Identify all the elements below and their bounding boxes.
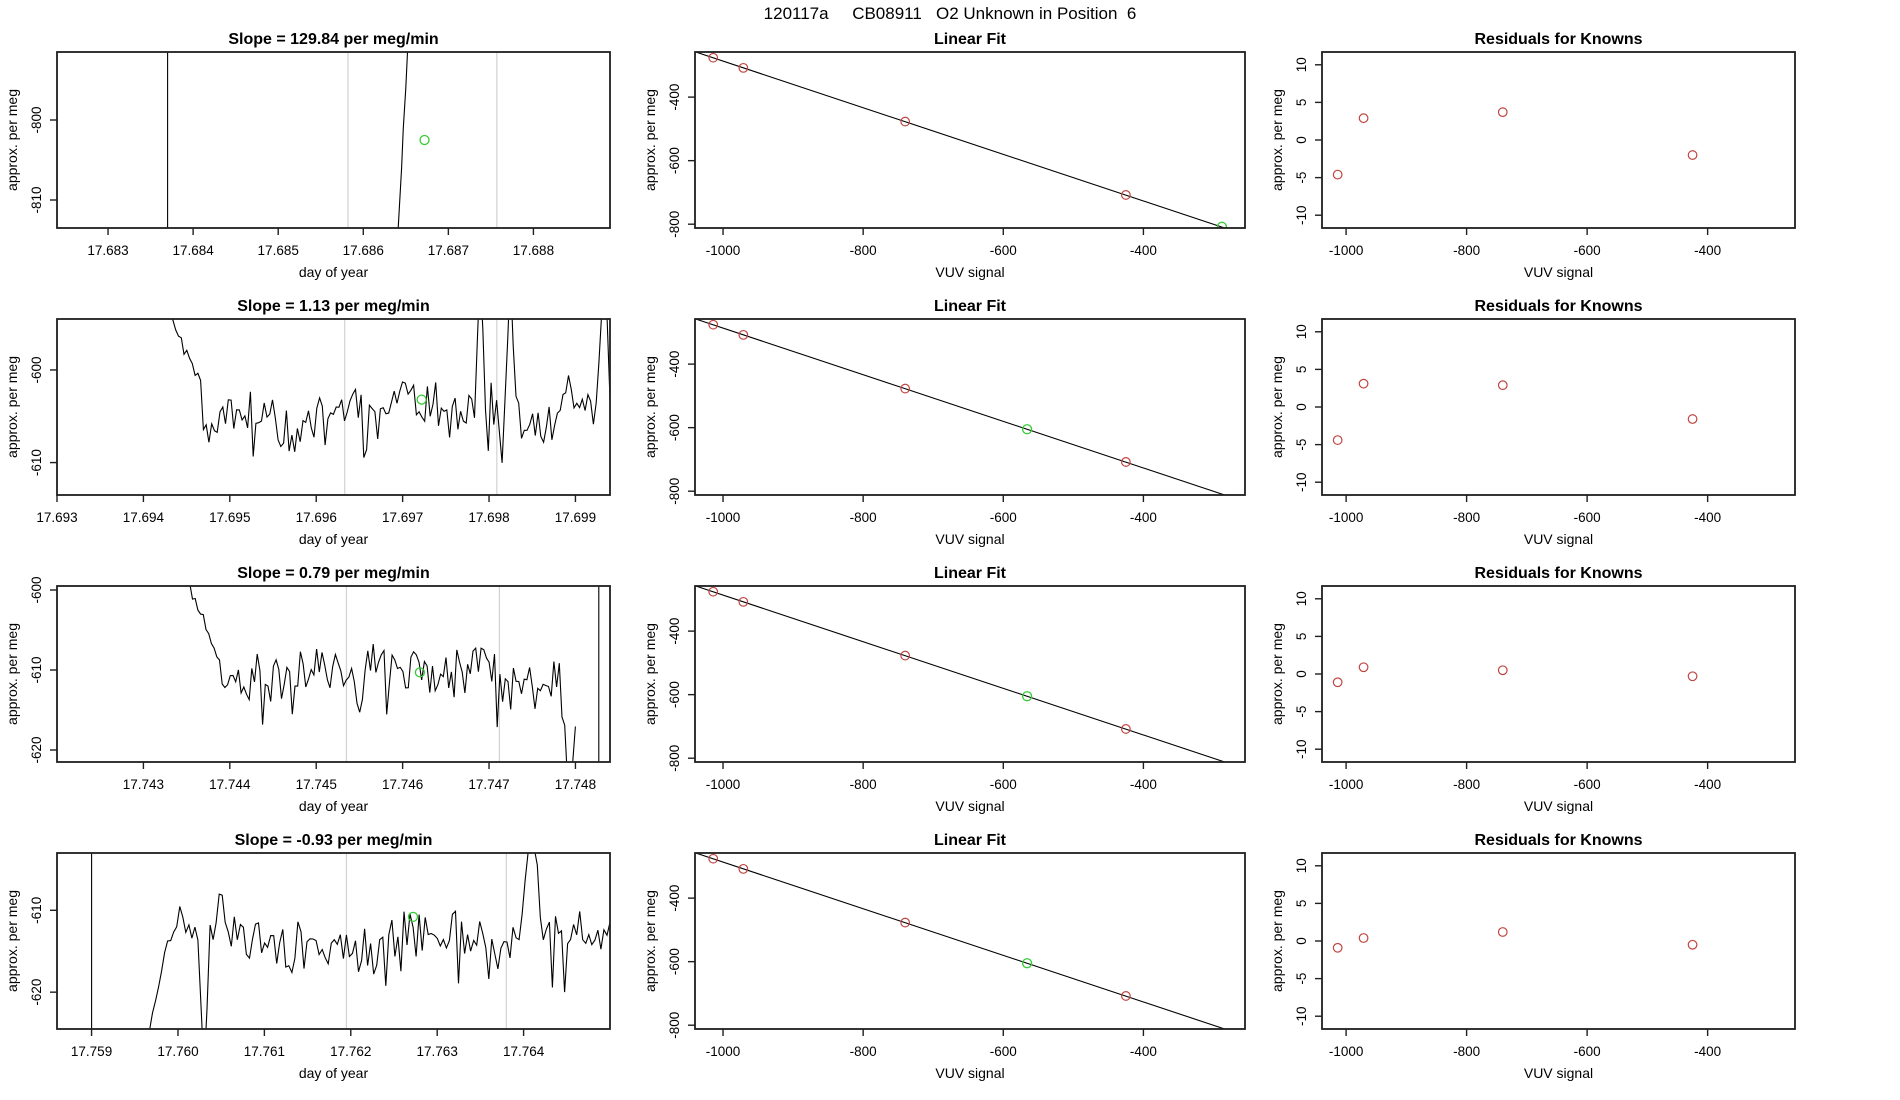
y-axis-label: approx. per meg — [642, 89, 658, 191]
y-tick-label: -400 — [667, 884, 682, 912]
y-tick-label: -600 — [29, 576, 44, 604]
x-tick-label: -600 — [1573, 243, 1601, 258]
x-tick-label: 17.748 — [554, 777, 597, 792]
x-axis-label: VUV signal — [935, 264, 1005, 280]
x-tick-label: -1000 — [705, 243, 741, 258]
x-tick-label: -400 — [1129, 243, 1157, 258]
x-tick-label: 17.746 — [381, 777, 424, 792]
plot-title: Slope = 129.84 per meg/min — [228, 31, 439, 48]
x-tick-label: -600 — [1573, 777, 1601, 792]
y-tick-label: -10 — [1294, 1006, 1309, 1026]
y-tick-label: 10 — [1294, 324, 1309, 340]
y-axis-label: approx. per meg — [642, 623, 658, 725]
plot-title: Linear Fit — [933, 832, 1007, 849]
page-title: 120117a CB08911 O2 Unknown in Position 6 — [763, 4, 1137, 23]
y-tick-label: -10 — [1294, 472, 1309, 492]
x-axis-label: day of year — [298, 798, 369, 814]
known-point — [1333, 678, 1342, 687]
known-point — [1333, 943, 1342, 952]
y-tick-label: -5 — [1294, 705, 1309, 718]
plot-residuals-row1 — [1269, 31, 1795, 280]
x-tick-label: 17.698 — [468, 510, 510, 525]
plot-residuals-row2 — [1269, 298, 1795, 547]
x-tick-label: 17.695 — [209, 510, 251, 525]
x-tick-label: 17.693 — [36, 510, 78, 525]
x-tick-label: 17.762 — [330, 1044, 372, 1059]
y-axis-label: approx. per meg — [1269, 89, 1285, 191]
x-tick-label: 17.743 — [122, 777, 165, 792]
x-tick-label: 17.686 — [342, 243, 384, 258]
plot-title: Residuals for Knowns — [1474, 565, 1643, 582]
x-tick-label: -600 — [989, 777, 1017, 792]
plot-border — [1322, 853, 1795, 1029]
y-tick-label: 0 — [1294, 136, 1309, 144]
y-axis-label: approx. per meg — [4, 623, 20, 725]
x-tick-label: 17.745 — [295, 777, 337, 792]
x-tick-label: 17.747 — [468, 777, 510, 792]
x-tick-label: -800 — [1453, 243, 1481, 258]
x-tick-label: -1000 — [705, 510, 741, 525]
y-tick-label: -800 — [667, 744, 682, 772]
x-tick-label: -1000 — [705, 1044, 741, 1059]
known-point — [1498, 928, 1507, 937]
x-tick-label: 17.684 — [172, 243, 214, 258]
y-axis-label: approx. per meg — [4, 89, 20, 191]
plot-title: Slope = -0.93 per meg/min — [234, 832, 433, 849]
x-tick-label: -1000 — [1328, 777, 1364, 792]
plot-title: Slope = 0.79 per meg/min — [237, 565, 430, 582]
y-axis-label: approx. per meg — [642, 356, 658, 458]
x-tick-label: -400 — [1694, 510, 1722, 525]
x-tick-label: -800 — [849, 510, 877, 525]
fit-line — [696, 853, 1225, 1029]
x-axis-label: VUV signal — [935, 798, 1005, 814]
x-axis-label: day of year — [298, 1065, 369, 1081]
x-tick-label: 17.761 — [243, 1044, 286, 1059]
plot-linear-fit-row4 — [642, 832, 1245, 1081]
x-tick-label: 17.683 — [87, 243, 129, 258]
y-tick-label: 0 — [1294, 403, 1309, 411]
y-tick-label: -800 — [667, 1011, 682, 1039]
y-tick-label: 0 — [1294, 937, 1309, 945]
fit-line — [696, 319, 1225, 495]
plot-border — [1322, 52, 1795, 228]
x-tick-label: -400 — [1694, 1044, 1722, 1059]
known-point — [1688, 151, 1697, 160]
x-tick-label: -600 — [1573, 1044, 1601, 1059]
plot-border — [695, 52, 1245, 228]
x-tick-label: -600 — [989, 510, 1017, 525]
y-tick-label: -600 — [667, 948, 682, 976]
x-tick-label: 17.759 — [70, 1044, 113, 1059]
y-axis-label: approx. per meg — [4, 890, 20, 992]
y-tick-label: -610 — [29, 449, 44, 477]
plot-border — [57, 52, 610, 228]
known-point — [1359, 114, 1368, 123]
plot-border — [695, 853, 1245, 1029]
known-point — [1498, 381, 1507, 390]
y-tick-label: -800 — [667, 477, 682, 505]
x-tick-label: -600 — [989, 243, 1017, 258]
known-point — [1688, 415, 1697, 424]
y-tick-label: -5 — [1294, 972, 1309, 985]
x-tick-label: -1000 — [1328, 243, 1364, 258]
x-tick-label: 17.685 — [257, 243, 299, 258]
x-tick-label: -400 — [1129, 510, 1157, 525]
x-tick-label: -600 — [1573, 510, 1601, 525]
x-tick-label: -800 — [1453, 1044, 1481, 1059]
plot-title: Linear Fit — [933, 565, 1007, 582]
plot-title: Residuals for Knowns — [1474, 298, 1643, 315]
x-tick-label: 17.744 — [209, 777, 251, 792]
x-tick-label: -1000 — [1328, 1044, 1364, 1059]
plot-title: Residuals for Knowns — [1474, 31, 1643, 48]
y-axis-label: approx. per meg — [4, 356, 20, 458]
y-tick-label: 5 — [1294, 98, 1309, 107]
x-tick-label: -400 — [1129, 777, 1157, 792]
y-tick-label: -600 — [667, 147, 682, 175]
signal-trace — [174, 556, 576, 802]
known-point — [1333, 170, 1342, 179]
x-axis-label: VUV signal — [1523, 264, 1594, 280]
y-tick-label: -600 — [29, 356, 44, 384]
y-tick-label: -5 — [1294, 438, 1309, 451]
x-tick-label: 17.760 — [157, 1044, 199, 1059]
x-axis-label: VUV signal — [1523, 798, 1594, 814]
plot-timeseries-row1 — [4, 31, 610, 280]
x-tick-label: -800 — [1453, 777, 1481, 792]
x-tick-label: -600 — [989, 1044, 1017, 1059]
plot-timeseries-row4 — [4, 812, 610, 1081]
y-tick-label: 5 — [1294, 365, 1309, 374]
x-tick-label: -800 — [1453, 510, 1481, 525]
plot-title: Slope = 1.13 per meg/min — [237, 298, 430, 315]
y-tick-label: 0 — [1294, 670, 1309, 678]
plot-title: Linear Fit — [933, 31, 1007, 48]
x-tick-label: -800 — [849, 1044, 877, 1059]
known-point — [1688, 940, 1697, 949]
x-tick-label: -400 — [1694, 243, 1722, 258]
x-tick-label: 17.687 — [427, 243, 470, 258]
known-point — [1359, 934, 1368, 943]
known-point — [1498, 666, 1507, 675]
y-axis-label: approx. per meg — [1269, 623, 1285, 725]
unknown-point — [417, 395, 426, 404]
y-tick-label: -810 — [29, 186, 44, 214]
plot-residuals-row3 — [1269, 565, 1795, 814]
x-tick-label: 17.763 — [416, 1044, 458, 1059]
x-tick-label: -1000 — [705, 777, 741, 792]
plot-timeseries-row2 — [4, 273, 610, 547]
plot-border — [57, 586, 610, 762]
signal-trace — [143, 812, 610, 1070]
plot-border — [695, 586, 1245, 762]
plot-linear-fit-row1 — [642, 31, 1245, 280]
plot-title: Residuals for Knowns — [1474, 832, 1643, 849]
known-point — [1333, 436, 1342, 445]
x-tick-label: -800 — [849, 777, 877, 792]
fit-line — [696, 586, 1225, 762]
y-tick-label: 10 — [1294, 591, 1309, 607]
y-tick-label: -610 — [29, 656, 44, 684]
y-tick-label: -10 — [1294, 739, 1309, 759]
y-axis-label: approx. per meg — [1269, 890, 1285, 992]
y-axis-label: approx. per meg — [1269, 356, 1285, 458]
x-axis-label: VUV signal — [1523, 531, 1594, 547]
y-tick-label: -600 — [667, 681, 682, 709]
plot-linear-fit-row3 — [642, 565, 1245, 814]
known-point — [1359, 663, 1368, 672]
x-tick-label: -400 — [1694, 777, 1722, 792]
x-tick-label: -400 — [1129, 1044, 1157, 1059]
known-point — [1688, 672, 1697, 681]
y-tick-label: -10 — [1294, 205, 1309, 225]
fit-line — [696, 52, 1225, 228]
y-tick-label: -610 — [29, 896, 44, 924]
x-axis-label: day of year — [298, 264, 369, 280]
y-tick-label: -600 — [667, 414, 682, 442]
y-tick-label: 5 — [1294, 632, 1309, 641]
x-tick-label: 17.694 — [122, 510, 165, 525]
y-tick-label: -400 — [667, 617, 682, 645]
y-tick-label: -400 — [667, 350, 682, 378]
known-point — [1498, 108, 1507, 117]
x-axis-label: day of year — [298, 531, 369, 547]
x-tick-label: -800 — [849, 243, 877, 258]
plot-residuals-row4 — [1269, 832, 1795, 1081]
plot-border — [1322, 586, 1795, 762]
plot-border — [57, 319, 610, 495]
y-tick-label: -800 — [667, 210, 682, 238]
y-tick-label: -800 — [29, 106, 44, 134]
x-tick-label: -1000 — [1328, 510, 1364, 525]
x-tick-label: 17.699 — [554, 510, 597, 525]
x-axis-label: VUV signal — [935, 1065, 1005, 1081]
y-tick-label: -620 — [29, 978, 44, 1006]
y-tick-label: 10 — [1294, 57, 1309, 73]
plot-title: Linear Fit — [933, 298, 1007, 315]
x-tick-label: 17.764 — [502, 1044, 545, 1059]
y-tick-label: -620 — [29, 736, 44, 764]
y-tick-label: -5 — [1294, 171, 1309, 184]
x-tick-label: 17.696 — [295, 510, 337, 525]
x-axis-label: VUV signal — [1523, 1065, 1594, 1081]
plot-timeseries-row3 — [4, 556, 610, 814]
plot-linear-fit-row2 — [642, 298, 1245, 547]
y-tick-label: 10 — [1294, 858, 1309, 874]
y-axis-label: approx. per meg — [642, 890, 658, 992]
unknown-point — [420, 136, 429, 145]
y-tick-label: -400 — [667, 83, 682, 111]
signal-trace — [398, 52, 407, 228]
plot-border — [695, 319, 1245, 495]
y-tick-label: 5 — [1294, 899, 1309, 908]
x-tick-label: 17.688 — [512, 243, 555, 258]
known-point — [1359, 379, 1368, 388]
x-tick-label: 17.697 — [381, 510, 424, 525]
plot-border — [1322, 319, 1795, 495]
x-axis-label: VUV signal — [935, 531, 1005, 547]
